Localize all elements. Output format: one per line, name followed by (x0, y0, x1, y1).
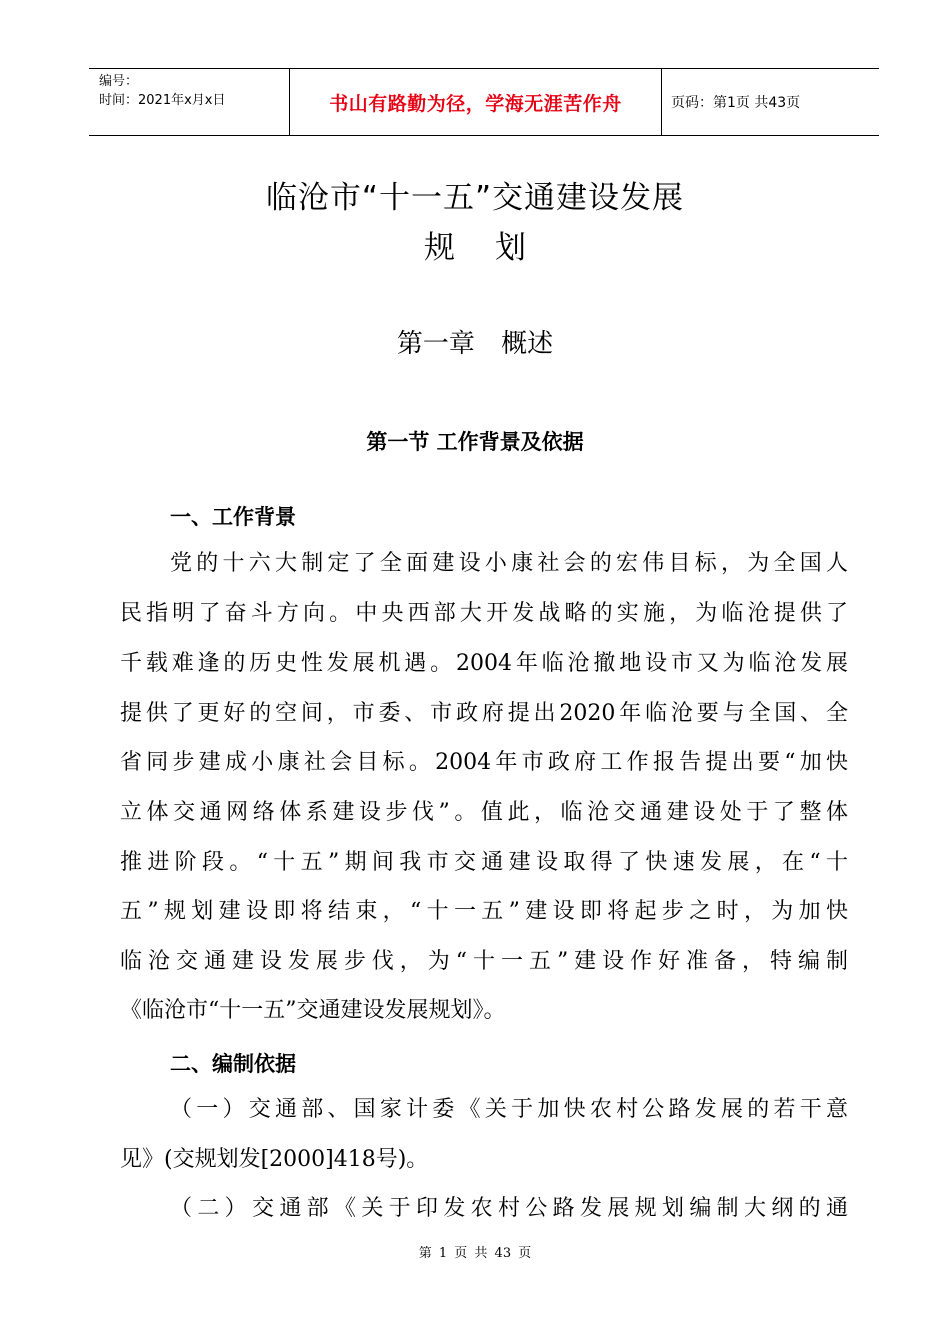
page-footer: 第 1 页 共 43 页 (418, 1246, 532, 1261)
document-title-line-2: 规划 (424, 230, 566, 266)
document-date: 时间：2021年x月x日 (99, 93, 226, 108)
subsection-heading-background: 一、工作背景 (170, 505, 296, 529)
paragraph-line: 立体交通网络体系建设步伐”。值此，临沧交通建设处于了整体 (120, 800, 848, 825)
paragraph-line: 临沧交通建设发展步伐，为“十一五”建设作好准备，特编制 (120, 949, 848, 974)
chapter-heading: 第一章 概述 (396, 329, 554, 359)
paragraph-line: 民指明了奋斗方向。中央西部大开发战略的实施，为临沧提供了 (120, 601, 848, 626)
header-motto: 书山有路勤为径，学海无涯苦作舟 (290, 69, 662, 135)
header-page-info: 页码：第1页 共43页 (671, 95, 801, 111)
basis-line: 见》(交规划发[2000]418号)。 (120, 1147, 429, 1172)
paragraph-line: 党的十六大制定了全面建设小康社会的宏伟目标，为全国人 (170, 551, 848, 576)
document-title-line-1: 临沧市“十一五”交通建设发展 (265, 180, 685, 216)
paragraph-line: 推进阶段。“十五”期间我市交通建设取得了快速发展，在“十 (120, 850, 848, 875)
paragraph-line: 省同步建成小康社会目标。2004年市政府工作报告提出要“加快 (120, 750, 848, 775)
paragraph-line: 提供了更好的空间，市委、市政府提出2020年临沧要与全国、全 (120, 701, 848, 726)
paragraph-line: 《临沧市“十一五”交通建设发展规划》。 (120, 998, 506, 1023)
page-header (89, 68, 879, 136)
subsection-heading-basis: 二、编制依据 (170, 1052, 296, 1076)
basis-line: （一）交通部、国家计委《关于加快农村公路发展的若干意 (170, 1097, 848, 1122)
header-meta (89, 69, 290, 135)
paragraph-line: 五”规划建设即将结束，“十一五”建设即将起步之时，为加快 (120, 899, 848, 924)
section-heading: 第一节 工作背景及依据 (366, 430, 584, 454)
basis-line: （二）交通部《关于印发农村公路发展规划编制大纲的通 (170, 1196, 848, 1221)
paragraph-line: 千载难逢的历史性发展机遇。2004年临沧撤地设市又为临沧发展 (120, 651, 848, 676)
document-number-label: 编号： (99, 74, 139, 89)
